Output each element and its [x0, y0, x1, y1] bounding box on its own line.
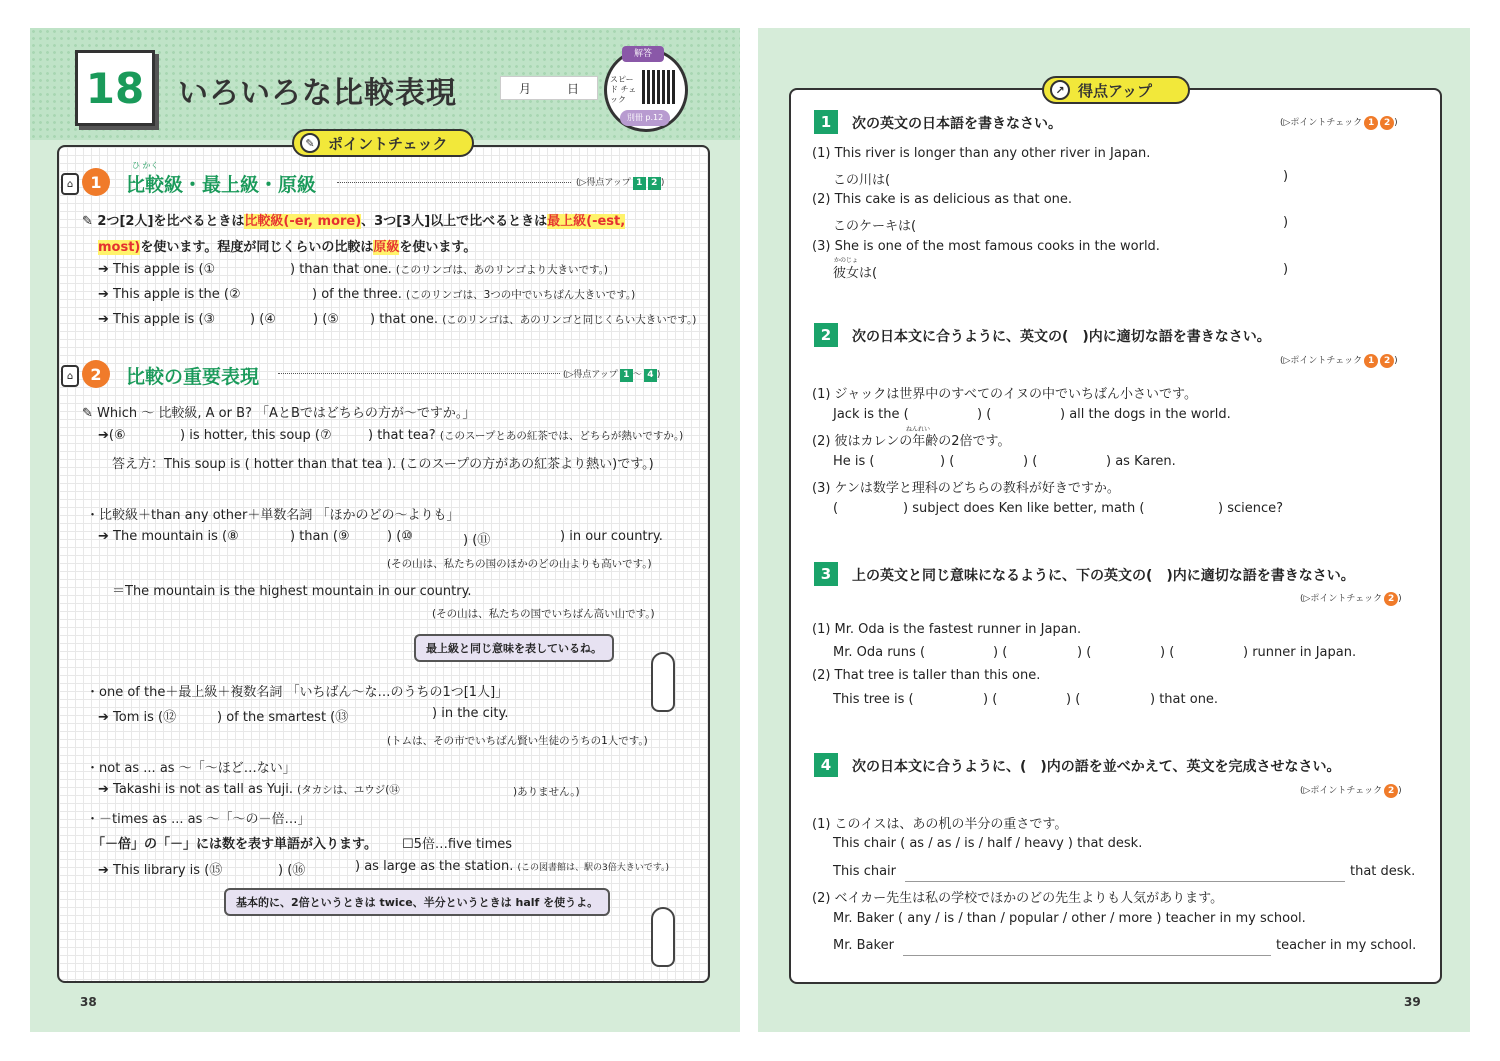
- q4-item-2-words: Mr. Baker ( any / is / than / popular / other / more ) teacher in my school.: [833, 911, 1306, 926]
- page-number-right: 39: [1404, 995, 1421, 1009]
- library-b: ) (⑯: [278, 863, 306, 878]
- mountain-d: ) (⑪: [463, 533, 491, 548]
- qr-bottom-label: 別冊 p.12: [620, 110, 670, 126]
- section-1-ruby: ひ かく: [132, 161, 159, 170]
- q3-item-2-b[interactable]: ) (: [983, 692, 998, 707]
- q2-item-2-ruby: ねんれい: [906, 426, 931, 433]
- q4-item-1-jp: (1) このイスは、あの机の半分の重さです。: [812, 817, 1068, 832]
- month-label: 月: [518, 81, 531, 96]
- speech-bubble-1: 最上級と同じ意味を表しているね。: [414, 634, 614, 662]
- q1-item-3-ruby: かのじょ: [834, 257, 859, 264]
- ferret-mascot: [651, 652, 675, 712]
- q4-item-1-words: This chair ( as / as / is / half / heavy ) that desk.: [833, 836, 1143, 851]
- q3-item-1-en: (1) Mr. Oda is the fastest runner in Japan.: [812, 622, 1082, 637]
- q3-item-1-d[interactable]: ) (: [1160, 645, 1175, 660]
- ferret-mascot: [651, 907, 675, 967]
- q4-item-2-end: teacher in my school.: [1276, 938, 1417, 953]
- question-4-number: 4: [814, 753, 838, 777]
- library-a: ➔ This library is (⑮: [98, 863, 223, 878]
- q1-item-3-close: ): [1283, 262, 1289, 277]
- example-3-b: ) (④: [250, 312, 276, 327]
- q3-item-1-e: ) runner in Japan.: [1243, 645, 1357, 660]
- q1-item-1-close: ): [1283, 169, 1289, 184]
- page-title: いろいろな比較表現: [178, 76, 457, 111]
- example-3-d: ) that one. (このリンゴは、あのリンゴと同じくらい大きいです。): [370, 312, 697, 327]
- point-check-header: ✎ ポイントチェック: [292, 129, 474, 157]
- question-2-number: 2: [814, 323, 838, 347]
- example-2-rest: ) of the three. (このリンゴは、3つの中でいちばん大きいです。): [312, 287, 636, 302]
- takashi-ex: ➔ Takashi is not as tall as Yuji. (タカシは、ユウジ(⑭: [98, 782, 400, 797]
- q3-item-1-a[interactable]: Mr. Oda runs (: [833, 645, 926, 660]
- mountain-translation: (その山は、私たちの国のほかのどの山よりも高いです。): [387, 558, 652, 570]
- q1-item-2-jp[interactable]: このケーキは(: [833, 219, 917, 234]
- qr-label: スピード チェック: [610, 75, 637, 104]
- question-2-heading: 次の日本文に合うように、英文の( )内に適切な語を書きなさい。: [852, 329, 1271, 345]
- q1-item-1-jp[interactable]: この川は(: [833, 173, 891, 188]
- q2-item-2-jp: (2) 彼はカレンの年齢の2倍です。: [812, 434, 1011, 449]
- lock-icon: ⌂: [61, 365, 79, 387]
- q1-item-2-en: (2) This cake is as delicious as that one.: [812, 192, 1073, 207]
- mountain-equiv-translation: (その山は、私たちの国でいちばん高い山です。): [432, 608, 655, 620]
- bullet-not-as: ・not as ... as ～「～ほど…ない」: [86, 761, 296, 776]
- q3-item-1-c[interactable]: ) (: [1077, 645, 1092, 660]
- q2-item-3-c: ) science?: [1218, 501, 1284, 516]
- q3-item-2-a[interactable]: This tree is (: [833, 692, 914, 707]
- tom-b: ) of the smartest (⑬: [217, 710, 349, 725]
- example-1: ➔ This apple is (①: [98, 262, 216, 277]
- library-c: ) as large as the station. (この図書館は、駅の3倍大きいです。): [355, 859, 670, 874]
- q2-item-2-b[interactable]: ) (: [940, 454, 955, 469]
- question-2-ref[interactable]: (▷ポイントチェック 1 2 ): [1280, 356, 1398, 366]
- qr-code-icon[interactable]: [642, 70, 676, 104]
- q4-item-1-start: This chair: [833, 864, 897, 879]
- q1-item-2-close: ): [1283, 215, 1289, 230]
- question-4-heading: 次の日本文に合うように、( )内の語を並べかえて、英文を完成させなさい。: [852, 759, 1341, 775]
- q1-item-1-en: (1) This river is longer than any other river in Japan.: [812, 146, 1151, 161]
- q2-item-2-c[interactable]: ) (: [1023, 454, 1038, 469]
- q2-item-1-b[interactable]: ) (: [977, 407, 992, 422]
- which-ex-c: ) that tea? (このスープとあの紅茶では、どちらが熱いですか。): [368, 428, 684, 443]
- times-example: ☐5倍…five times: [402, 837, 513, 852]
- which-ex-b: ) is hotter, this soup (⑦: [180, 428, 332, 443]
- q4-item-2-jp: (2) ベイカー先生は私の学校でほかのどの先生よりも人気があります。: [812, 891, 1224, 906]
- question-3-heading: 上の英文と同じ意味になるように、下の英文の( )内に適切な語を書きなさい。: [852, 568, 1355, 584]
- answer-format: 答え方：This soup is ( hotter than that tea ). (このスープの方があの紅茶より熱い)です。): [112, 457, 654, 472]
- intro-line-1: ✎ 2つ[2人]を比べるときは比較級(-er, more)、3つ[3人]以上で比べるときは最上級(-est,: [82, 214, 626, 229]
- speech-bubble-2: 基本的に、2倍というときは twice、半分というときは half を使うよ。: [224, 888, 610, 916]
- qr-top-label: 解答: [622, 46, 664, 62]
- score-up-header: ↗ 得点アップ: [1042, 76, 1190, 104]
- q2-item-3-a[interactable]: (: [833, 501, 839, 516]
- section-2-number: 2: [82, 360, 110, 388]
- question-4-ref[interactable]: (▷ポイントチェック 2 ): [1300, 786, 1402, 796]
- question-3-number: 3: [814, 562, 838, 586]
- mountain-b: ) than (⑨: [290, 529, 350, 544]
- which-ex-a: ➔(⑥: [98, 428, 126, 443]
- q3-item-2-c[interactable]: ) (: [1066, 692, 1081, 707]
- q4-item-2-answer-line[interactable]: [903, 955, 1271, 956]
- q1-item-3-jp[interactable]: 彼女は(: [833, 266, 878, 281]
- day-label: 日: [566, 81, 579, 96]
- section-2-ref[interactable]: (▷得点アップ 1 ～ 4 ): [563, 370, 661, 380]
- question-1-heading: 次の英文の日本語を書きなさい。: [852, 116, 1062, 132]
- q2-item-1-c: ) all the dogs in the world.: [1060, 407, 1231, 422]
- lock-icon: ⌂: [61, 173, 79, 195]
- q4-item-1-answer-line[interactable]: [905, 881, 1345, 882]
- mountain-a: ➔ The mountain is (⑧: [98, 529, 239, 544]
- date-box[interactable]: [500, 76, 598, 100]
- dotted-leader: [337, 182, 571, 183]
- unit-number: 18: [75, 50, 155, 126]
- which-heading: ✎ Which ～ 比較級, A or B? 「AとBではどちらの方が～ですか。」: [82, 406, 476, 421]
- section-1-ref[interactable]: (▷得点アップ 1 2 ): [576, 178, 665, 188]
- question-1-number: 1: [814, 110, 838, 134]
- q1-item-3-en: (3) She is one of the most famous cooks in the world.: [812, 239, 1160, 254]
- pen-icon: ✎: [300, 133, 320, 153]
- mountain-e: ) in our country.: [560, 529, 663, 544]
- bullet-one-of-the: ・one of the＋最上級＋複数名詞 「いちばん～な…のうちの1つ[1人]」: [86, 685, 509, 700]
- example-3: ➔ This apple is (③: [98, 312, 216, 327]
- section-2-title: 比較の重要表現: [126, 366, 260, 388]
- q4-item-1-end: that desk.: [1350, 864, 1416, 879]
- tom-translation: (トムは、その市でいちばん賢い生徒のうちの1人です。): [387, 735, 648, 747]
- q3-item-2-d: ) that one.: [1150, 692, 1219, 707]
- mountain-c: ) (⑩: [387, 529, 413, 544]
- bullet-than-any-other: ・比較級＋than any other＋単数名詞 「ほかのどの～よりも」: [86, 508, 460, 523]
- q2-item-1-a[interactable]: Jack is the (: [833, 407, 909, 422]
- page-number-left: 38: [80, 995, 97, 1009]
- example-2: ➔ This apple is the (②: [98, 287, 241, 302]
- chart-icon: ↗: [1050, 80, 1070, 100]
- q3-item-1-b[interactable]: ) (: [993, 645, 1008, 660]
- question-1-ref[interactable]: (▷ポイントチェック 1 2 ): [1280, 118, 1398, 128]
- section-1-title: 比較級・最上級・原級: [126, 174, 317, 196]
- mountain-equiv: ＝The mountain is the highest mountain in our country.: [112, 584, 472, 599]
- q2-item-2-d: ) as Karen.: [1106, 454, 1176, 469]
- question-3-ref[interactable]: (▷ポイントチェック 2 ): [1300, 594, 1402, 604]
- intro-line-2: most)を使います。程度が同じくらいの比較は原級を使います。: [98, 240, 477, 255]
- q4-item-2-start: Mr. Baker: [833, 938, 894, 953]
- bullet-times-as: ・－times as ... as ～「～の－倍…」: [86, 812, 311, 827]
- takashi-ex-end: )ありません。): [513, 786, 580, 798]
- section-1-number: 1: [82, 168, 110, 196]
- dotted-leader: [278, 373, 560, 374]
- q2-item-2-a[interactable]: He is (: [833, 454, 875, 469]
- q2-item-3-b[interactable]: ) subject does Ken like better, math (: [903, 501, 1145, 516]
- example-3-c: ) (⑤: [313, 312, 339, 327]
- tom-c: ) in the city.: [432, 706, 509, 721]
- q2-item-1-jp: (1) ジャックは世界中のすべてのイヌの中でいちばん小さいです。: [812, 387, 1197, 402]
- times-note: 「－倍」の「－」には数を表す単語が入ります。: [92, 837, 377, 852]
- tom-a: ➔ Tom is (⑫: [98, 710, 177, 725]
- q2-item-3-jp: (3) ケンは数学と理科のどちらの教科が好きですか。: [812, 481, 1120, 496]
- example-1-rest: ) than that one. (このリンゴは、あのリンゴより大きいです。): [290, 262, 608, 277]
- q3-item-2-en: (2) That tree is taller than this one.: [812, 668, 1041, 683]
